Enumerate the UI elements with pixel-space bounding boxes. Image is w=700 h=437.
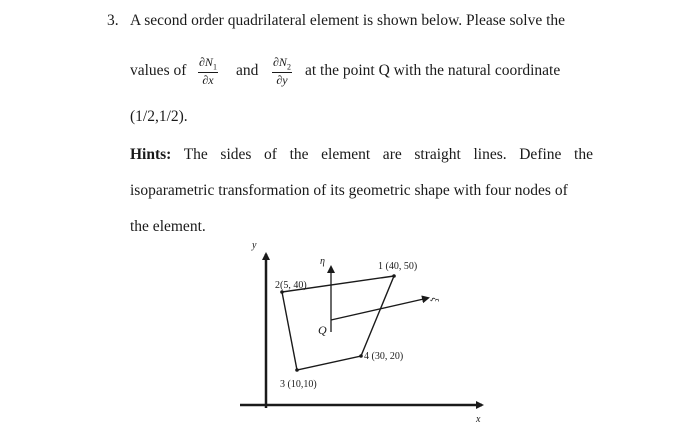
hints-text-1: The sides of the element are straight lines. Define the: [183, 146, 593, 163]
frac2-subscript: 2: [286, 62, 291, 72]
node-4-label: 4 (30, 20): [364, 351, 404, 362]
hints-line-3: the element.: [130, 218, 206, 235]
node-2-label: 2(5, 40): [275, 280, 307, 291]
problem-line-3: (1/2,1/2).: [130, 108, 188, 125]
q-point-label: Q: [318, 323, 327, 337]
problem-number: 3.: [107, 12, 119, 29]
frac1-numerator: ∂N: [199, 55, 213, 69]
node-3-label: 3 (10,10): [280, 379, 317, 390]
xi-label: ξ: [428, 297, 440, 302]
frac2-denominator: ∂y: [276, 73, 288, 88]
node-4-marker: [359, 354, 363, 358]
hints-label: Hints:: [130, 146, 172, 163]
problem-line-1: A second order quadrilateral element is shown below. Please solve the: [130, 12, 566, 29]
hints-line-2: isoparametric transformation of its geometric shape with four nodes of: [130, 182, 568, 199]
y-axis-label: y: [252, 240, 257, 251]
problem-line-2-prefix: values of: [130, 62, 187, 79]
problem-line-2-suffix: at the point Q with the natural coordinate: [305, 62, 561, 79]
frac2-numerator: ∂N: [273, 55, 287, 69]
frac1-subscript: 1: [212, 62, 217, 72]
frac1-denominator: ∂x: [202, 73, 214, 88]
node-1-label: 1 (40, 50): [378, 261, 418, 272]
xi-axis: [331, 298, 428, 320]
node-3-marker: [295, 368, 299, 372]
node-1-marker: [392, 274, 396, 278]
eta-label: η: [320, 256, 325, 267]
x-axis-label: x: [476, 414, 481, 425]
problem-line-2-and: and: [236, 62, 259, 79]
